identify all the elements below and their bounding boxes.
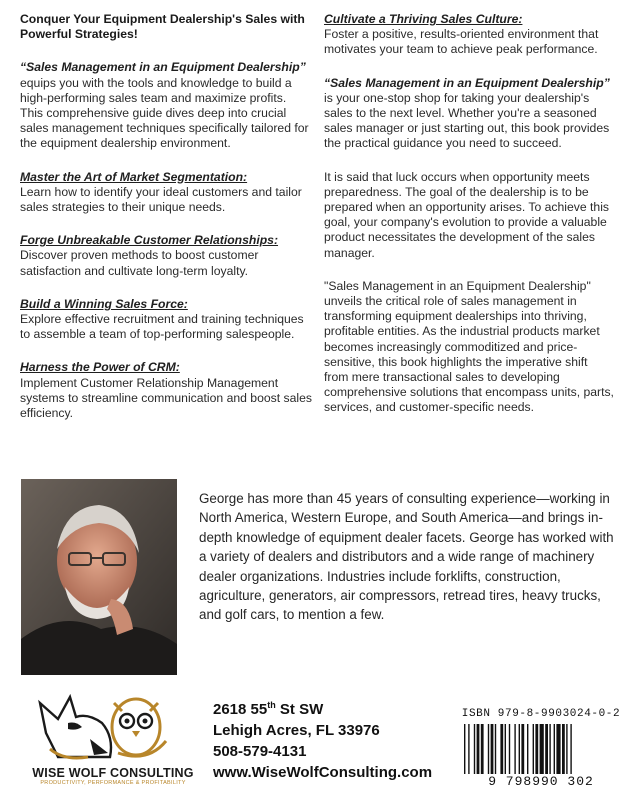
- barcode-digits: 9 798990 302: [488, 774, 594, 789]
- barcode-bar: [509, 724, 510, 774]
- barcode-bar: [521, 724, 524, 774]
- shop-paragraph: [324, 76, 614, 152]
- barcode-bar: [488, 724, 489, 774]
- barcode-bar: [464, 724, 465, 774]
- unveil-paragraph: "Sales Management in an Equipment Dealership" unveils the critical role of sales management in transforming equipment dealerships into thriving, profitable entities. As the industrial products market becomes increasingly commoditized and price-sensitive, this book highlights the imperative shift from mere transactional sales to developing comprehensive solutions that encompass units, parts, services, and customer-specific needs.: [324, 278, 614, 415]
- right-column: [324, 12, 614, 434]
- barcode-bar: [514, 724, 515, 774]
- author-bio: George has more than 45 years of consulting experience—working in North America, Western Europe, and South America—and brings in-depth knowledge of equipment dealer facets. George has worked with a variety of dealers and distributors and a wide range of machinery dealer organizations. Industries include forklifts, construction, agriculture, generators, air compressors, retread tires, heavy trucks, and golf cars, to mention a few.: [199, 491, 614, 623]
- phone-number: 508-579-4131: [213, 743, 307, 760]
- section-text: Explore effective recruitment and training techniques to assemble a team of top-performing salespeople.: [20, 312, 304, 342]
- intro-text: Conquer Your Equipment Dealership's Sales with Powerful Strategies!: [20, 12, 305, 42]
- city-state-zip: Lehigh Acres, FL 33976: [213, 722, 380, 739]
- section-heading: Build a Winning Sales Force:: [20, 296, 188, 311]
- barcode-bar: [549, 724, 550, 774]
- barcode-bar: [535, 724, 538, 774]
- section-heading: Harness the Power of CRM:: [20, 360, 180, 375]
- overview-paragraph: [20, 60, 312, 151]
- section-segmentation: [20, 170, 312, 216]
- isbn-barcode: [456, 702, 626, 796]
- barcode-bar: [533, 724, 534, 774]
- barcode-bar: [505, 724, 506, 774]
- book-title: “Sales Management in an Equipment Dealership”: [324, 75, 610, 90]
- barcode-bar: [477, 724, 480, 774]
- isbn-text: ISBN 979-8-9903024-0-2: [461, 708, 621, 720]
- barcode-bar: [554, 724, 555, 774]
- section-text: Foster a positive, results-oriented environment that motivates your team to achieve peak performance.: [324, 27, 599, 57]
- barcode-bar: [562, 724, 565, 774]
- company-logo: [18, 683, 208, 787]
- barcode-bar: [474, 724, 475, 774]
- barcode-bar: [519, 724, 520, 774]
- barcode-bar: [500, 724, 503, 774]
- section-text: Implement Customer Relationship Management systems to streamline communication and boost sales efficiency.: [20, 375, 312, 421]
- section-culture: [324, 12, 614, 58]
- barcode-bar: [540, 724, 544, 774]
- section-heading: Forge Unbreakable Customer Relationships:: [20, 233, 279, 248]
- barcode-bar: [468, 724, 469, 774]
- barcode-bar: [481, 724, 484, 774]
- barcode-bar: [566, 724, 567, 774]
- contact-block: [213, 695, 453, 783]
- barcode-bar: [556, 724, 560, 774]
- left-column: [20, 12, 312, 439]
- barcode-bar: [491, 724, 494, 774]
- barcode-bar: [495, 724, 496, 774]
- section-heading: Cultivate a Thriving Sales Culture:: [324, 12, 523, 26]
- barcode-bars: [462, 724, 622, 774]
- wolf-owl-icon: [18, 683, 208, 763]
- book-title: “Sales Management in an Equipment Dealership”: [20, 60, 306, 75]
- website-link[interactable]: www.WiseWolfConsulting.com: [213, 764, 433, 781]
- logo-name: WISE WOLF CONSULTING: [32, 766, 194, 780]
- street-address: 2618 55th St SW: [213, 700, 324, 718]
- logo-tagline: PRODUCTIVITY, PERFORMANCE & PROFITABILITY: [40, 780, 186, 786]
- section-sales-force: [20, 297, 312, 343]
- overview-text: equips you with the tools and knowledge to build a high-performing sales team and maximize profits. This comprehensive guide dives deep into crucial sales management techniques specifically tailored for the equipment dealership environment.: [20, 75, 309, 151]
- section-text: Learn how to identify your ideal customers and tailor sales strategies to their unique needs.: [20, 184, 302, 215]
- barcode-bar: [545, 724, 548, 774]
- section-text: Discover proven methods to boost customer satisfaction and cultivate long-term loyalty.: [20, 248, 259, 278]
- section-heading: Master the Art of Market Segmentation:: [20, 169, 248, 184]
- barcode-bar: [527, 724, 528, 774]
- section-relationships: [20, 233, 312, 279]
- barcode-bar: [570, 724, 571, 774]
- shop-text: is your one-stop shop for taking your dealership's sales to the next level. Whether you're a seasoned sales manager or just starting out, this book provides the practical guidance you need to succeed.: [324, 90, 610, 151]
- luck-paragraph: It is said that luck occurs when opportunity meets preparedness. The goal of the dealership is to be prepared when an opportunity arises. To achieve this goal, your company's evolution to provide a valuable product necessitates the development of the sales manager.: [324, 169, 610, 260]
- author-photo: [21, 479, 177, 675]
- section-crm: [20, 360, 312, 421]
